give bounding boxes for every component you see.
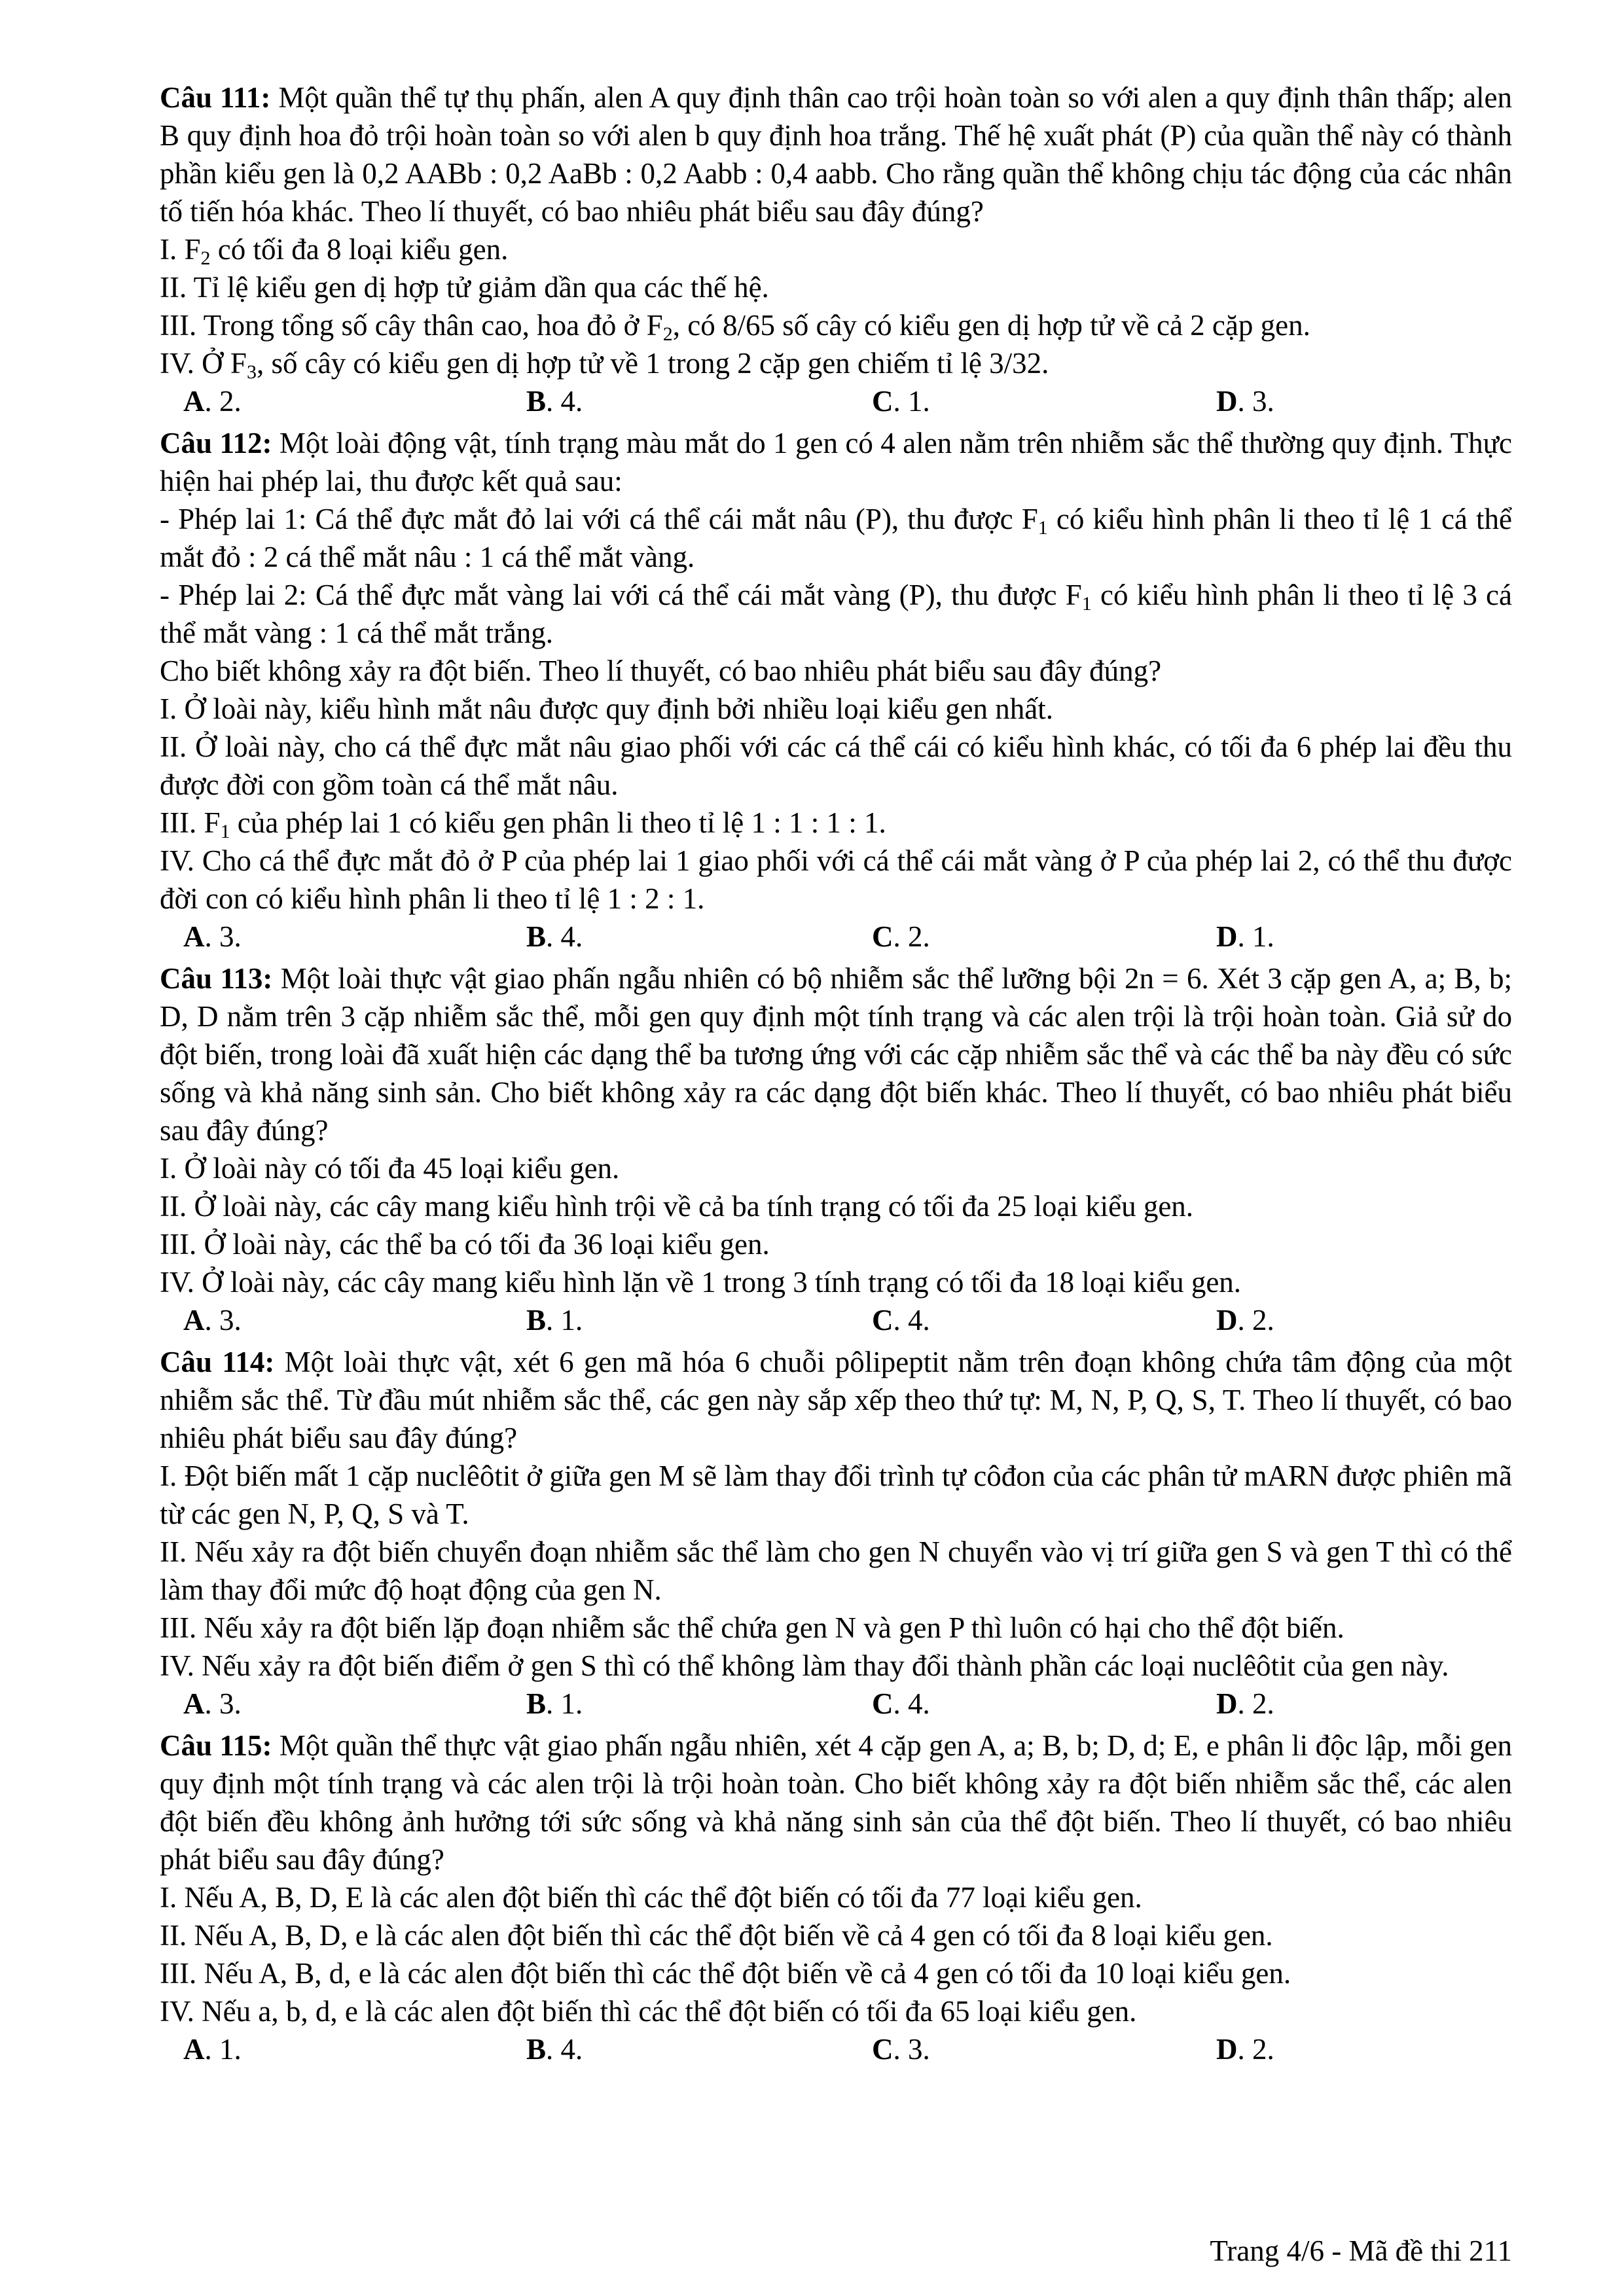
statement-4: IV. Ở loài này, các cây mang kiểu hình lặn về 1 trong 3 tính trạng có tối đa 18 loại kiểu gen.	[160, 1266, 1242, 1299]
statement-text: , có 8/65 số cây có kiểu gen dị hợp tử về cả 2 cặp gen.	[672, 309, 1310, 342]
option-value: . 1.	[546, 1304, 583, 1336]
statement-4: IV. Cho cá thể đực mắt đỏ ở P của phép lai 1 giao phối với cá thể cái mắt vàng ở P của phép lai 2, có thể thu được đời con có kiểu hình phân li theo tỉ lệ 1 : 2 : 1.	[160, 844, 1512, 915]
option-a[interactable]	[183, 918, 242, 956]
cross-text: có kiểu hình phân li theo tỉ lệ 1 cá thể mắt đỏ : 2 cá thể mắt nâu : 1 cá thể mắt vàng.	[160, 503, 1512, 573]
option-b[interactable]	[526, 918, 583, 956]
statement-4	[160, 344, 1512, 382]
option-letter: D	[1216, 1687, 1238, 1720]
option-letter: C	[872, 2033, 893, 2066]
option-value: . 1.	[546, 1687, 583, 1720]
option-b[interactable]	[526, 2030, 583, 2068]
option-value: . 2.	[1237, 1304, 1274, 1336]
option-letter: D	[1216, 920, 1238, 953]
statement-3	[160, 306, 1512, 344]
question-ask: Cho biết không xảy ra đột biến. Theo lí thuyết, có bao nhiêu phát biểu sau đây đúng?	[160, 655, 1162, 687]
statement-1: I. Ở loài này, kiểu hình mắt nâu được quy định bởi nhiều loại kiểu gen nhất.	[160, 692, 1054, 725]
answer-options	[160, 1685, 1512, 1723]
statement-2: II. Nếu xảy ra đột biến chuyển đoạn nhiễm sắc thể làm cho gen N chuyển vào vị trí giữa gen S và gen T thì có thể làm thay đổi mức độ hoạt động của gen N.	[160, 1535, 1512, 1606]
subscript: 3	[246, 361, 257, 383]
option-value: . 2.	[204, 385, 242, 418]
question-text: Một loài thực vật giao phấn ngẫu nhiên có bộ nhiễm sắc thể lưỡng bội 2n = 6. Xét 3 cặp gen A, a; B, b; D, D nằm trên 3 cặp nhiễm sắc thể, mỗi gen quy định một tính trạng và các alen trội là trội hoàn toàn. Giả sử do đột biến, trong loài đã xuất hiện các dạng thể ba tương ứng với các cặp nhiễm sắc thể và các thể ba này đều có sức sống và khả năng sinh sản. Cho biết không xảy ra các dạng đột biến khác. Theo lí thuyết, có bao nhiêu phát biểu sau đây đúng?	[160, 962, 1512, 1147]
question-111	[160, 79, 1512, 420]
statement-4: IV. Nếu a, b, d, e là các alen đột biến thì các thể đột biến có tối đa 65 loại kiểu gen.	[160, 1995, 1137, 2028]
option-value: . 3.	[204, 1304, 242, 1336]
option-value: . 3.	[204, 1687, 242, 1720]
statement-3: III. Ở loài này, các thể ba có tối đa 36 loại kiểu gen.	[160, 1228, 770, 1261]
option-value: . 3.	[1237, 385, 1274, 418]
option-letter: B	[526, 2033, 547, 2066]
option-c[interactable]	[872, 382, 930, 420]
option-b[interactable]	[526, 1685, 583, 1723]
statement-3	[160, 804, 1512, 842]
question-stem	[160, 960, 1512, 1149]
option-value: . 4.	[893, 1687, 930, 1720]
option-letter: C	[872, 1687, 893, 1720]
answer-options	[160, 1301, 1512, 1339]
option-letter: B	[526, 1687, 547, 1720]
option-value: . 3.	[893, 2033, 930, 2066]
option-letter: A	[183, 2033, 205, 2066]
option-c[interactable]	[872, 1301, 930, 1339]
statement-text: IV. Ở F	[160, 347, 247, 380]
statement-text: , số cây có kiểu gen dị hợp tử về 1 trong 2 cặp gen chiếm tỉ lệ 3/32.	[256, 347, 1049, 380]
subscript: 1	[1038, 517, 1048, 539]
option-letter: B	[526, 385, 547, 418]
option-letter: B	[526, 1304, 547, 1336]
statement-text: có tối đa 8 loại kiểu gen.	[210, 233, 509, 266]
answer-options	[160, 918, 1512, 956]
option-letter: A	[183, 1304, 205, 1336]
option-letter: A	[183, 1687, 205, 1720]
answer-options	[160, 2030, 1512, 2068]
question-list	[160, 79, 1512, 2072]
option-value: . 2.	[893, 920, 930, 953]
question-label: Câu 114:	[160, 1346, 275, 1378]
question-text: Một loài động vật, tính trạng màu mắt do 1 gen có 4 alen nằm trên nhiễm sắc thể thường quy định. Thực hiện hai phép lai, thu được kết quả sau:	[160, 427, 1512, 497]
option-letter: D	[1216, 385, 1238, 418]
option-d[interactable]	[1216, 1685, 1274, 1723]
cross-text: - Phép lai 1: Cá thể đực mắt đỏ lai với cá thể cái mắt nâu (P), thu được F	[160, 503, 1038, 535]
statement-1: I. Nếu A, B, D, E là các alen đột biến thì các thể đột biến có tối đa 77 loại kiểu gen.	[160, 1881, 1142, 1914]
question-label: Câu 112:	[160, 427, 272, 459]
option-letter: C	[872, 385, 893, 418]
option-a[interactable]	[183, 2030, 242, 2068]
question-text: Một loài thực vật, xét 6 gen mã hóa 6 chuỗi pôlipeptit nằm trên đoạn không chứa tâm động của một nhiễm sắc thể. Từ đầu mút nhiễm sắc thể, các gen này sắp xếp theo thứ tự: M, N, P, Q, S, T. Theo lí thuyết, có bao nhiêu phát biểu sau đây đúng?	[160, 1346, 1513, 1454]
option-d[interactable]	[1216, 382, 1274, 420]
statement-3: III. Nếu xảy ra đột biến lặp đoạn nhiễm sắc thể chứa gen N và gen P thì luôn có hại cho thể đột biến.	[160, 1611, 1344, 1644]
option-value: . 3.	[204, 920, 242, 953]
statement-2: II. Tỉ lệ kiểu gen dị hợp tử giảm dần qua các thế hệ.	[160, 271, 769, 304]
question-text: Một quần thể thực vật giao phấn ngẫu nhiên, xét 4 cặp gen A, a; B, b; D, d; E, e phân li độc lập, mỗi gen quy định một tính trạng và các alen trội là trội hoàn toàn. Cho biết không xảy ra đột biến nhiễm sắc thể, các alen đột biến đều không ảnh hưởng tới sức sống và khả năng sinh sản của thể đột biến. Theo lí thuyết, có bao nhiêu phát biểu sau đây đúng?	[160, 1729, 1512, 1876]
option-letter: B	[526, 920, 547, 953]
statement-2: II. Nếu A, B, D, e là các alen đột biến thì các thể đột biến về cả 4 gen có tối đa 8 loại kiểu gen.	[160, 1919, 1273, 1952]
subscript: 1	[1081, 593, 1092, 615]
option-letter: A	[183, 920, 205, 953]
option-c[interactable]	[872, 1685, 930, 1723]
question-stem	[160, 1727, 1512, 1878]
subscript: 2	[662, 323, 673, 345]
question-112	[160, 424, 1512, 956]
statement-2: II. Ở loài này, cho cá thể đực mắt nâu giao phối với các cá thể cái có kiểu hình khác, có tối đa 6 phép lai đều thu được đời con gồm toàn cá thể mắt nâu.	[160, 730, 1512, 801]
statement-1: I. Đột biến mất 1 cặp nuclêôtit ở giữa gen M sẽ làm thay đổi trình tự côđon của các phân tử mARN được phiên mã từ các gen N, P, Q, S và T.	[160, 1460, 1512, 1530]
option-letter: C	[872, 920, 893, 953]
question-114	[160, 1343, 1512, 1723]
option-value: . 4.	[893, 1304, 930, 1336]
subscript: 2	[200, 247, 211, 269]
option-d[interactable]	[1216, 918, 1274, 956]
cross-text: - Phép lai 2: Cá thể đực mắt vàng lai với cá thể cái mắt vàng (P), thu được F	[160, 579, 1082, 611]
option-c[interactable]	[872, 918, 930, 956]
answer-options	[160, 382, 1512, 420]
option-value: . 1.	[893, 385, 930, 418]
statement-1	[160, 230, 1512, 268]
subscript: 1	[220, 821, 230, 842]
option-a[interactable]	[183, 382, 242, 420]
option-a[interactable]	[183, 1301, 242, 1339]
cross-text: có kiểu hình phân li theo tỉ lệ 3 cá thể mắt vàng : 1 cá thể mắt trắng.	[160, 579, 1512, 649]
option-c[interactable]	[872, 2030, 930, 2068]
option-b[interactable]	[526, 1301, 583, 1339]
option-letter: D	[1216, 2033, 1238, 2066]
statement-text: III. F	[160, 806, 221, 839]
question-text: Một quần thể tự thụ phấn, alen A quy định thân cao trội hoàn toàn so với alen a quy định thân thấp; alen B quy định hoa đỏ trội hoàn toàn so với alen b quy định hoa trắng. Thế hệ xuất phát (P) của quần thể này có thành phần kiểu gen là 0,2 AABb : 0,2 AaBb : 0,2 Aabb : 0,4 aabb. Cho rằng quần thể không chịu tác động của các nhân tố tiến hóa khác. Theo lí thuyết, có bao nhiêu phát biểu sau đây đúng?	[160, 81, 1513, 228]
question-label: Câu 115:	[160, 1729, 272, 1762]
page-footer: Trang 4/6 - Mã đề thi 211	[1210, 2234, 1512, 2267]
question-stem	[160, 424, 1512, 500]
question-stem	[160, 79, 1512, 230]
option-a[interactable]	[183, 1685, 242, 1723]
statement-1: I. Ở loài này có tối đa 45 loại kiểu gen.	[160, 1152, 620, 1185]
option-letter: C	[872, 1304, 893, 1336]
option-b[interactable]	[526, 382, 583, 420]
option-value: . 2.	[1237, 2033, 1274, 2066]
option-d[interactable]	[1216, 1301, 1274, 1339]
statement-text: I. F	[160, 233, 201, 266]
option-letter: D	[1216, 1304, 1238, 1336]
question-label: Câu 113:	[160, 962, 273, 995]
question-stem	[160, 1343, 1512, 1457]
cross-2	[160, 576, 1512, 652]
question-113	[160, 960, 1512, 1339]
option-value: . 2.	[1237, 1687, 1274, 1720]
statement-text: của phép lai 1 có kiểu gen phân li theo tỉ lệ 1 : 1 : 1 : 1.	[230, 806, 886, 839]
statement-2: II. Ở loài này, các cây mang kiểu hình trội về cả ba tính trạng có tối đa 25 loại kiểu gen.	[160, 1190, 1194, 1223]
option-d[interactable]	[1216, 2030, 1274, 2068]
question-115	[160, 1727, 1512, 2068]
question-label: Câu 111:	[160, 81, 271, 114]
option-value: . 1.	[1237, 920, 1274, 953]
statement-3: III. Nếu A, B, d, e là các alen đột biến thì các thể đột biến về cả 4 gen có tối đa 10 loại kiểu gen.	[160, 1957, 1291, 1990]
option-letter: A	[183, 385, 205, 418]
option-value: . 4.	[546, 385, 583, 418]
statement-4: IV. Nếu xảy ra đột biến điểm ở gen S thì có thể không làm thay đổi thành phần các loại nuclêôtit của gen này.	[160, 1649, 1449, 1682]
option-value: . 1.	[204, 2033, 242, 2066]
option-value: . 4.	[546, 2033, 583, 2066]
option-value: . 4.	[546, 920, 583, 953]
cross-1	[160, 500, 1512, 576]
statement-text: III. Trong tổng số cây thân cao, hoa đỏ ở F	[160, 309, 663, 342]
